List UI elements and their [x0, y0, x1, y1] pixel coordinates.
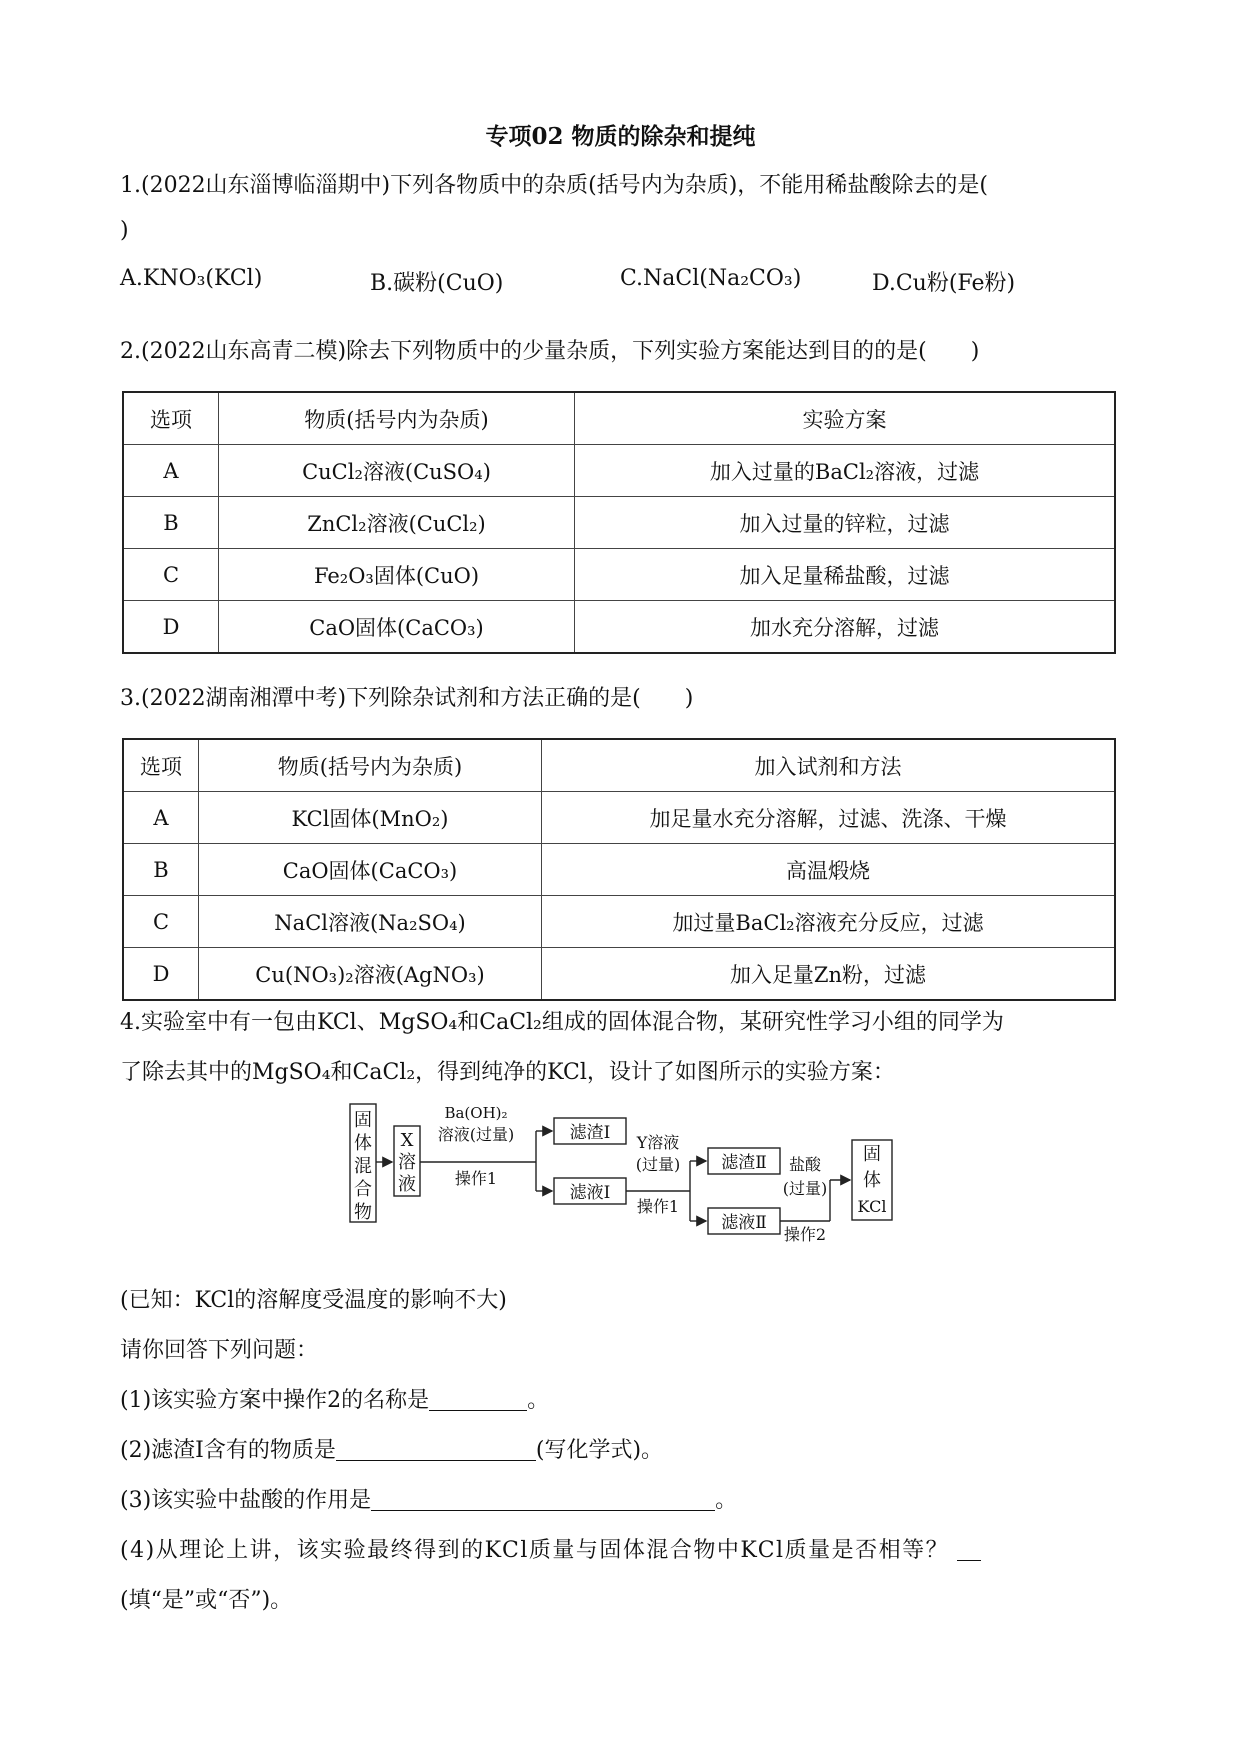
table-cell: 加过量BaCl₂溶液充分反应，过滤	[542, 896, 1116, 948]
sub3-text: (3)该实验中盐酸的作用是	[120, 1488, 372, 1513]
q3-stem: 3.(2022湖南湘潭中考)下列除杂试剂和方法正确的是( )	[120, 686, 694, 711]
table-cell: KCl固体(MnO₂)	[199, 792, 542, 844]
arrow2-reagent: Y溶液	[636, 1133, 680, 1152]
arrow2-amount: (过量)	[635, 1155, 681, 1174]
q2-stem: 2.(2022山东高青二模)除去下列物质中的少量杂质，下列实验方案能达到目的的是( )	[120, 339, 980, 364]
table-cell: D	[123, 601, 219, 654]
q1-stem-line2: )	[120, 218, 129, 243]
sub2-text: (2)滤渣Ⅰ含有的物质是	[120, 1438, 336, 1463]
table-cell: ZnCl₂溶液(CuCl₂)	[219, 497, 575, 549]
q4-sub2	[120, 1433, 663, 1464]
answer-blank-1[interactable]	[429, 1388, 527, 1411]
page-title: 专项02 物质的除杂和提纯	[485, 123, 756, 150]
q4-stem-line1: 4.实验室中有一包由KCl、MgSO₄和CaCl₂组成的固体混合物，某研究性学习小组的同学为	[120, 1010, 1004, 1035]
table-cell: A	[123, 792, 199, 844]
table-row	[123, 896, 1115, 948]
table-header-cell: 选项	[123, 392, 219, 445]
table-cell: A	[123, 445, 219, 497]
residue-2-label: 滤渣Ⅱ	[721, 1153, 767, 1173]
table-row	[123, 445, 1115, 497]
residue-1-label: 滤渣Ⅰ	[569, 1123, 611, 1143]
arrow1-reagent: Ba(OH)₂	[444, 1104, 508, 1122]
filtrate-1-label: 滤液Ⅰ	[569, 1183, 611, 1203]
table-header-cell: 物质(括号内为杂质)	[199, 739, 542, 792]
arrow2-operation: 操作1	[636, 1197, 680, 1216]
sub3-suffix: 。	[715, 1488, 738, 1513]
table-cell: B	[123, 844, 199, 896]
sub4-text: (4)从理论上讲，该实验最终得到的KCl质量与固体混合物中KCl质量是否相等？	[120, 1538, 950, 1563]
end-char: 固	[863, 1144, 881, 1165]
q4-prompt: 请你回答下列问题：	[120, 1338, 319, 1363]
arrow3-amount: (过量)	[782, 1179, 828, 1198]
q1-option-a: A.KNO₃(KCl)	[120, 266, 263, 291]
table-cell: 加水充分溶解，过滤	[575, 601, 1116, 654]
table-header-row	[123, 739, 1115, 792]
table-header-cell: 加入试剂和方法	[542, 739, 1116, 792]
flow-diagram	[340, 1098, 900, 1244]
x-char: X	[400, 1130, 414, 1151]
table-cell: 加入过量的BaCl₂溶液，过滤	[575, 445, 1116, 497]
q4-sub4-line2: (填“是”或“否”)。	[120, 1588, 293, 1613]
table-row	[123, 549, 1115, 601]
answer-blank-2[interactable]	[336, 1438, 536, 1461]
sub1-suffix: 。	[527, 1388, 550, 1413]
table-cell: 加入过量的锌粒，过滤	[575, 497, 1116, 549]
start-char: 物	[354, 1202, 372, 1223]
start-char: 固	[354, 1110, 372, 1131]
table-cell: 加入足量Zn粉，过滤	[542, 948, 1116, 1001]
table-cell: 加入足量稀盐酸，过滤	[575, 549, 1116, 601]
answer-blank-4[interactable]	[957, 1538, 981, 1561]
q1-option-c: C.NaCl(Na₂CO₃)	[620, 266, 802, 291]
q2-table	[122, 391, 1116, 654]
table-cell: C	[123, 549, 219, 601]
q1-option-b: B.碳粉(CuO)	[370, 271, 504, 296]
table-cell: D	[123, 948, 199, 1001]
q4-sub1	[120, 1383, 549, 1414]
table-header-cell: 实验方案	[575, 392, 1116, 445]
table-row	[123, 601, 1115, 654]
table-cell: C	[123, 896, 199, 948]
table-header-row	[123, 392, 1115, 445]
table-cell: 高温煅烧	[542, 844, 1116, 896]
arrow1-amount: 溶液(过量)	[437, 1125, 515, 1144]
table-cell: NaCl溶液(Na₂SO₄)	[199, 896, 542, 948]
table-row	[123, 844, 1115, 896]
table-row	[123, 792, 1115, 844]
table-cell: B	[123, 497, 219, 549]
arrow3-operation: 操作2	[783, 1225, 827, 1244]
arrow1-operation: 操作1	[454, 1169, 498, 1188]
x-char: 溶	[398, 1152, 416, 1173]
x-char: 液	[398, 1174, 416, 1195]
table-cell: 加足量水充分溶解，过滤、洗涤、干燥	[542, 792, 1116, 844]
start-char: 混	[354, 1156, 372, 1177]
table-cell: CaO固体(CaCO₃)	[219, 601, 575, 654]
end-char: 体	[863, 1170, 881, 1191]
q4-sub4-line1	[120, 1533, 981, 1564]
start-char: 合	[354, 1179, 372, 1200]
start-char: 体	[354, 1133, 372, 1154]
sub1-text: (1)该实验方案中操作2的名称是	[120, 1388, 430, 1413]
table-cell: CuCl₂溶液(CuSO₄)	[219, 445, 575, 497]
table-cell: Cu(NO₃)₂溶液(AgNO₃)	[199, 948, 542, 1001]
filtrate-2-label: 滤液Ⅱ	[721, 1213, 767, 1233]
answer-blank-3[interactable]	[371, 1488, 715, 1511]
q3-table	[122, 738, 1116, 1001]
q1-option-d: D.Cu粉(Fe粉)	[872, 271, 1016, 296]
table-row	[123, 948, 1115, 1001]
table-header-cell: 选项	[123, 739, 199, 792]
table-header-cell: 物质(括号内为杂质)	[219, 392, 575, 445]
q4-note: (已知：KCl的溶解度受温度的影响不大)	[120, 1288, 507, 1313]
q1-stem-line1: 1.(2022山东淄博临淄期中)下列各物质中的杂质(括号内为杂质)，不能用稀盐酸除去的是(	[120, 173, 988, 198]
table-row	[123, 497, 1115, 549]
q4-sub3	[120, 1483, 737, 1514]
table-cell: CaO固体(CaCO₃)	[199, 844, 542, 896]
end-char: KCl	[857, 1197, 887, 1216]
arrow3-reagent: 盐酸	[788, 1155, 822, 1174]
table-cell: Fe₂O₃固体(CuO)	[219, 549, 575, 601]
q4-stem-line2: 了除去其中的MgSO₄和CaCl₂，得到纯净的KCl，设计了如图所示的实验方案：	[120, 1060, 895, 1085]
sub2-suffix: (写化学式)。	[535, 1438, 664, 1463]
